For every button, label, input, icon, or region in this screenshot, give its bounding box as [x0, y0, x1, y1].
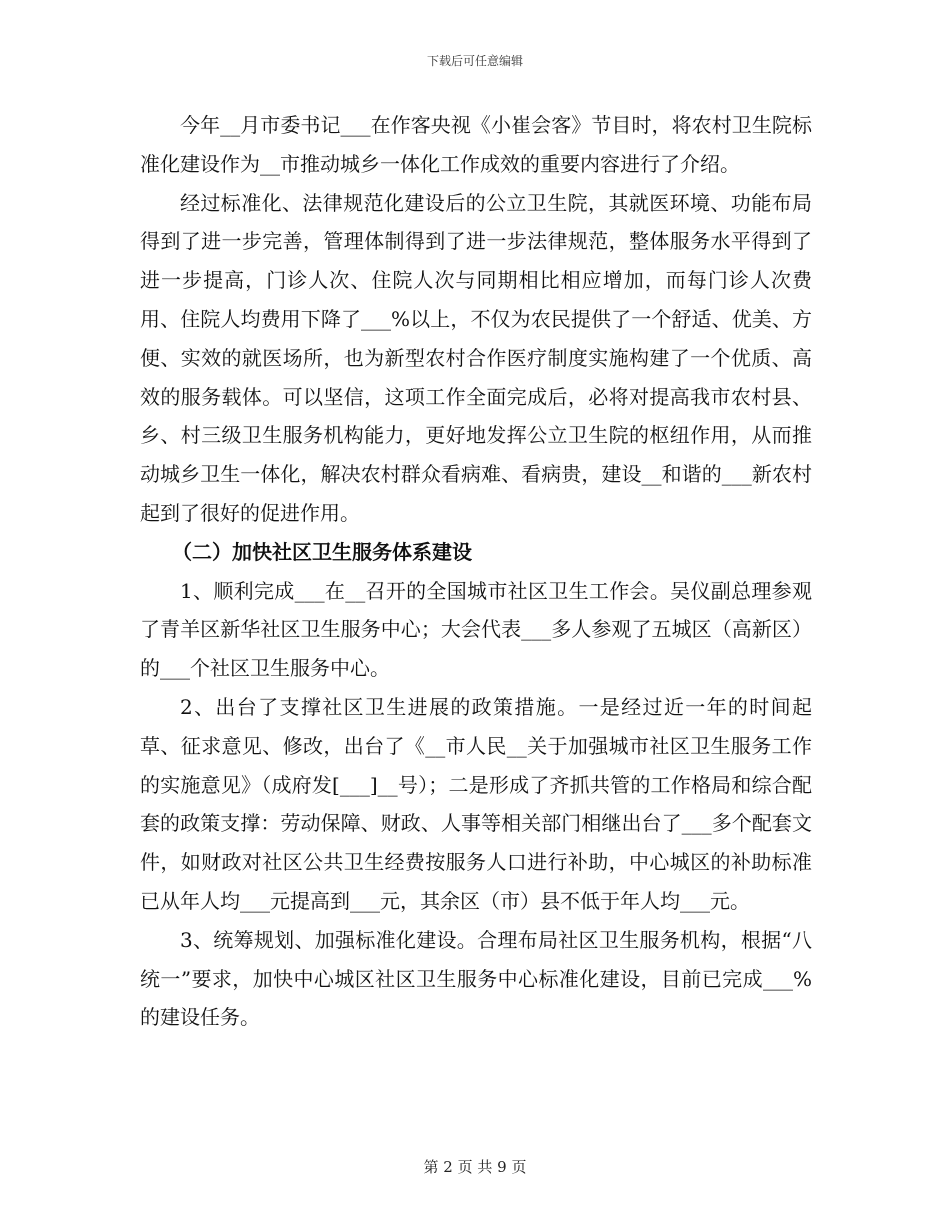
paragraph-item-1: 1、顺利完成___在__召开的全国城市社区卫生工作会。吴仪副总理参观了青羊区新华社区卫生服务中心；大会代表___多人参观了五城区（高新区）的___个社区卫生服务中心。 [140, 578, 812, 681]
page-header: 下载后可任意编辑 [426, 54, 523, 68]
section-heading: （二）加快社区卫生服务体系建设 [172, 539, 472, 564]
paragraph-item-2: 2、出台了支撑社区卫生进展的政策措施。一是经过近一年的时间起草、征求意见、修改，出台了《__市人民__关于加强城市社区卫生服务工作的实施意见》（成府发[___]__号）；二是形成了齐抓共管的工作格局和综合配套的政策支撑：劳动保障、财政、人事等相关部门相继出台了___多个配套文件，如财政对社区公共卫生经费按服务人口进行补助，中心城区的补助标准已从年人均___元提高到___元，其余区（市）县不低于年人均___元。 [140, 694, 812, 913]
paragraph-intro: 今年__月市委书记___在作客央视《小崔会客》节目时，将农村卫生院标准化建设作为__市推动城乡一体化工作成效的重要内容进行了介绍。 [140, 113, 812, 176]
page-footer: 第 2 页 共 9 页 [423, 1158, 527, 1176]
document-body [140, 106, 812, 1037]
paragraph-standardization: 经过标准化、法律规范化建设后的公立卫生院，其就医环境、功能布局得到了进一步完善，管理体制得到了进一步法律规范，整体服务水平得到了进一步提高，门诊人次、住院人次与同期相比相应增加，而每门诊人次费用、住院人均费用下降了___%以上，不仅为农民提供了一个舒适、优美、方便、实效的就医场所，也为新型农村合作医疗制度实施构建了一个优质、高效的服务载体。可以坚信，这项工作全面完成后，必将对提高我市农村县、乡、村三级卫生服务机构能力，更好地发挥公立卫生院的枢纽作用，从而推动城乡卫生一体化，解决农村群众看病难、看病贵，建设__和谐的___新农村起到了很好的促进作用。 [140, 190, 812, 525]
paragraph-item-3: 3、统筹规划、加强标准化建设。合理布局社区卫生服务机构，根据“八统一”要求，加快中心城区社区卫生服务中心标准化建设，目前已完成___%的建设任务。 [140, 927, 812, 1030]
